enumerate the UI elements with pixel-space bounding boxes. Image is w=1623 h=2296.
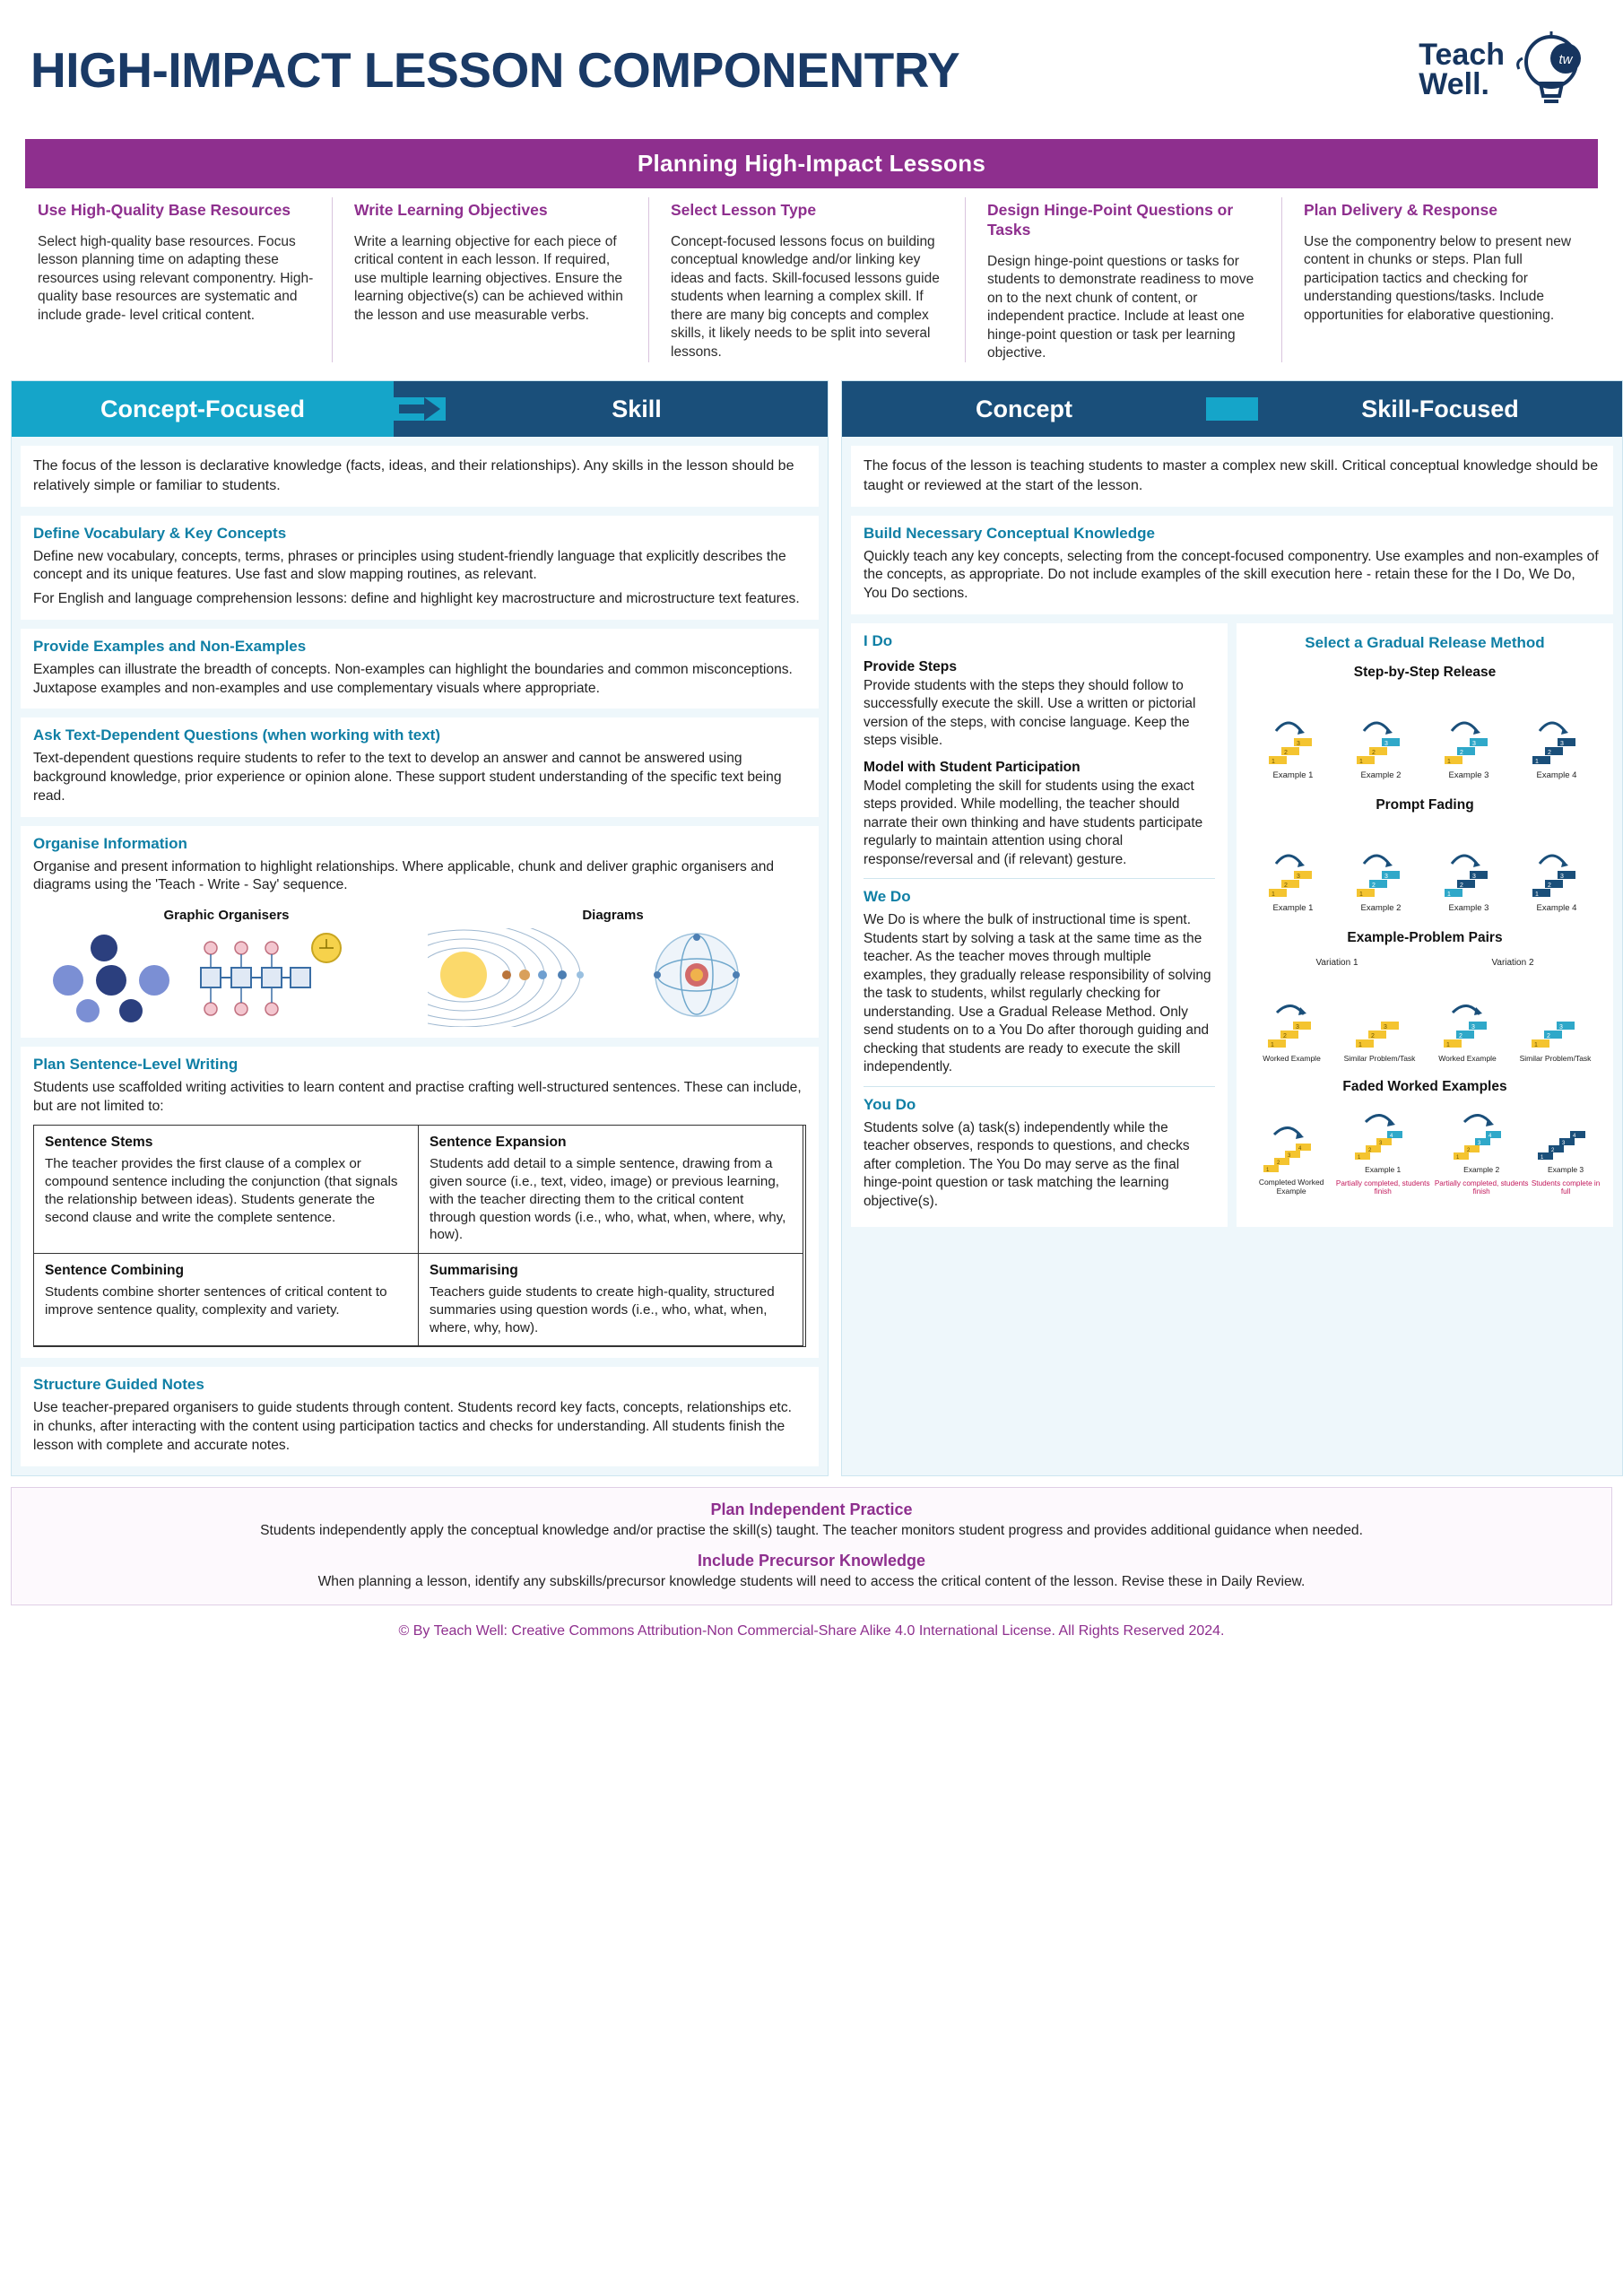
method-step-by-step-release	[1249, 665, 1601, 781]
writing-activity-title: Sentence Stems	[45, 1135, 153, 1151]
gradual-release-stages	[851, 623, 1228, 1227]
planning-card-body: Write a learning objective for each piece of critical content in each lesson. If required, use multiple learning objectives. Ensure the learning objective(s) can be achieved within the lesson and use measurable verbs.	[354, 233, 623, 323]
stairs-row	[1249, 688, 1601, 781]
planning-card	[1291, 197, 1598, 362]
svg-text:2: 2	[1368, 1147, 1372, 1153]
planning-card	[975, 197, 1282, 362]
svg-text:2: 2	[1372, 749, 1376, 756]
svg-text:3: 3	[1384, 740, 1388, 747]
stair-group	[1333, 1099, 1432, 1196]
stair-label: Example 3	[1448, 770, 1489, 780]
graphic-organisers-diagram-icon	[41, 928, 400, 1027]
arrow-right-icon	[394, 397, 446, 421]
svg-text:4: 4	[1390, 1133, 1393, 1139]
stair-label: Example 1	[1272, 770, 1314, 780]
stair-group	[1523, 704, 1590, 781]
section-paragraph: Students use scaffolded writing activities to learn content and practise crafting well-structured sentences. These can include, but are not limited to:	[33, 1080, 802, 1114]
section-structure-guided-notes	[21, 1367, 819, 1465]
stairs-row	[1249, 1102, 1601, 1196]
svg-text:3: 3	[1471, 1023, 1475, 1031]
i-do-title: I Do	[864, 631, 893, 649]
plan-independent-practice-body: Students independently apply the conceptual knowledge and/or practise the skill(s) taught. The teacher monitors student progress and provides additional guidance when needed.	[260, 1522, 1363, 1538]
section-title: Build Necessary Conceptual Knowledge	[864, 524, 1155, 542]
svg-text:1: 1	[1535, 758, 1539, 765]
section-paragraph: Text-dependent questions require students to refer to the text to develop an answer and cannot be answered using background knowledge, prior experience or opinion alone. These support student understanding of the specific text being read.	[33, 751, 782, 804]
svg-text:3: 3	[1384, 873, 1388, 880]
stair-label: Example 4	[1536, 902, 1577, 913]
stairs-icon	[1523, 704, 1590, 767]
skill-body-split	[851, 623, 1613, 1227]
section-sentence-level-writing	[21, 1047, 819, 1358]
stairs-icon	[1435, 987, 1501, 1050]
stair-label: Completed Worked Example	[1258, 1177, 1324, 1196]
method-title: Step-by-Step Release	[1353, 664, 1497, 680]
section-paragraph: For English and language comprehension lessons: define and highlight key macrostructure and microstructure text features.	[33, 591, 800, 607]
svg-text:2: 2	[1372, 882, 1376, 889]
svg-text:1: 1	[1271, 758, 1275, 765]
stair-group	[1259, 987, 1325, 1064]
stair-sublabel: Students complete in full	[1531, 1178, 1601, 1196]
svg-text:2: 2	[1277, 1160, 1280, 1166]
svg-text:3: 3	[1379, 1140, 1383, 1146]
section-title: Structure Guided Notes	[33, 1376, 204, 1394]
skill-focused-header	[842, 381, 1622, 437]
svg-text:3: 3	[1560, 740, 1564, 747]
svg-text:tw: tw	[1558, 51, 1573, 67]
stair-group	[1523, 837, 1590, 914]
svg-text:1: 1	[1359, 891, 1363, 898]
stair-group	[1249, 1111, 1333, 1196]
stair-group	[1348, 837, 1414, 914]
organiser-figures	[33, 908, 806, 1027]
svg-text:2: 2	[1467, 1147, 1471, 1153]
divider	[864, 1086, 1215, 1087]
section-organise-information	[21, 826, 819, 1038]
skill-label: Skill	[446, 381, 828, 437]
svg-text:2: 2	[1282, 1032, 1287, 1039]
svg-text:3: 3	[1562, 1140, 1566, 1146]
svg-text:3: 3	[1288, 1152, 1291, 1159]
variation-label: Variation 1	[1315, 957, 1358, 968]
stair-label: Similar Problem/Task	[1519, 1053, 1592, 1063]
section-paragraph: Use teacher-prepared organisers to guide students through content. Students record key facts, concepts, relationships etc. in chunks, after interacting with the content using participation tactics and checks for understanding. All students finish the lesson with complete and accurate notes.	[33, 1400, 793, 1453]
svg-text:3: 3	[1478, 1140, 1481, 1146]
stairs-icon	[1523, 837, 1590, 900]
section-paragraph: Quickly teach any key concepts, selecting from the concept-focused componentry. Use examples and non-examples of the concepts, as appropriate. Do not include examples of the skill execution here - retain these for the I Do, We Do, You Do sections.	[864, 548, 1599, 602]
variation-label: Variation 2	[1491, 957, 1534, 968]
stairs-icon	[1523, 987, 1589, 1050]
method-faded-worked-examples	[1249, 1079, 1601, 1196]
you-do-body: Students solve (a) task(s) independently while the teacher observes, responds to questions, and checks after completion. The You Do may serve as the final hinge-point question or task matching the learning objective(s).	[864, 1119, 1190, 1209]
stair-label: Example 3	[1547, 1164, 1584, 1174]
svg-text:1: 1	[1535, 891, 1539, 898]
concept-intro: The focus of the lesson is declarative knowledge (facts, ideas, and their relationships). Any skills in the lesson should be relatively simple or familiar to students.	[21, 446, 819, 506]
we-do-body: We Do is where the bulk of instructional time is spent. Students start by solving a task at the same time as the teacher. As the teacher moves through multiple examples, they gradually release responsibility of solving the task to students, whilst regularly checking for understanding. Use a Gradual Release Method. Only send students on to a You Do after thorough guiding and checking that students are ready to execute the skill independently.	[864, 912, 1211, 1075]
we-do-title: We Do	[864, 888, 911, 906]
model-participation-body: Model completing the skill for students using the exact steps provided. While modelling, the teacher should narrate their own thinking and have students participate regularly to maintain attention using choral response/reversal and (if relevant) gesture.	[864, 778, 1203, 867]
planning-card	[658, 197, 966, 362]
svg-text:3: 3	[1297, 873, 1300, 880]
writing-activity-cell	[33, 1253, 419, 1346]
stair-group	[1435, 987, 1501, 1064]
stair-group	[1260, 704, 1326, 781]
divider	[864, 878, 1215, 879]
section-text-dependent-questions	[21, 718, 819, 816]
svg-text:1: 1	[1359, 758, 1363, 765]
page-title: HIGH-IMPACT LESSON COMPONENTRY	[30, 41, 960, 98]
include-precursor-knowledge-title: Include Precursor Knowledge	[697, 1551, 926, 1570]
svg-text:2: 2	[1548, 749, 1551, 756]
svg-text:4: 4	[1488, 1133, 1492, 1139]
stairs-row	[1249, 821, 1601, 914]
model-participation-title: Model with Student Participation	[864, 759, 1081, 775]
diagrams-figure	[428, 908, 799, 1027]
planning-card-title: Select Lesson Type	[671, 201, 817, 219]
svg-text:2: 2	[1551, 1147, 1555, 1153]
svg-text:3: 3	[1558, 1023, 1563, 1031]
planning-card-title: Use High-Quality Base Resources	[38, 201, 291, 219]
provide-steps-title: Provide Steps	[864, 658, 957, 674]
i-do-block	[864, 632, 1215, 869]
writing-activity-title: Sentence Combining	[45, 1263, 185, 1279]
planning-card	[342, 197, 649, 362]
stairs-icon	[1436, 837, 1502, 900]
stair-label: Similar Problem/Task	[1343, 1053, 1416, 1063]
stair-group	[1432, 1099, 1531, 1196]
skill-intro: The focus of the lesson is teaching students to master a complex new skill. Critical conceptual knowledge should be taught or reviewed at the start of the lesson.	[851, 446, 1613, 506]
graphic-organisers-label: Graphic Organisers	[163, 908, 290, 923]
section-paragraph: Examples can illustrate the breadth of concepts. Non-examples can highlight the boundaries and common misconceptions. Juxtapose examples and non-examples and use complementary visuals where appropriate.	[33, 661, 793, 696]
stair-label: Worked Example	[1263, 1053, 1321, 1063]
stairs-icon	[1532, 1099, 1599, 1161]
svg-text:1: 1	[1270, 1041, 1274, 1048]
section-define-vocabulary	[21, 516, 819, 620]
svg-text:1: 1	[1358, 1154, 1361, 1161]
page-header	[0, 0, 1623, 139]
writing-activity-cell	[33, 1125, 419, 1254]
section-title: Organise Information	[33, 834, 187, 852]
stair-group	[1531, 1099, 1601, 1196]
stair-label: Example 2	[1463, 1164, 1500, 1174]
svg-text:3: 3	[1472, 873, 1476, 880]
stairs-icon	[1260, 704, 1326, 767]
stair-sublabel: Partially completed, students finish	[1434, 1178, 1529, 1196]
stair-group	[1520, 987, 1592, 1064]
include-precursor-knowledge-body: When planning a lesson, identify any subskills/precursor knowledge students will need to access the critical content of the lesson. Revise these in Daily Review.	[317, 1573, 1306, 1589]
stair-label: Example 2	[1360, 902, 1402, 913]
stair-label: Worked Example	[1438, 1053, 1497, 1063]
stair-group	[1436, 704, 1502, 781]
planning-card-title: Plan Delivery & Response	[1304, 201, 1497, 219]
svg-text:2: 2	[1548, 882, 1551, 889]
concept-focused-header	[12, 381, 828, 437]
graphic-organisers-figure	[41, 908, 412, 1027]
section-examples-nonexamples	[21, 629, 819, 709]
svg-text:2: 2	[1546, 1032, 1550, 1039]
stairs-icon	[1259, 987, 1325, 1050]
writing-activity-title: Summarising	[430, 1263, 518, 1279]
arrow-right-icon	[1206, 397, 1258, 421]
footer-copyright: © By Teach Well: Creative Commons Attribution-Non Commercial-Share Alike 4.0 International License. All Rights Reserved 2024.	[398, 1622, 1225, 1639]
stairs-icon	[1448, 1099, 1515, 1161]
writing-activity-cell	[418, 1253, 803, 1346]
svg-text:1: 1	[1358, 1041, 1362, 1048]
skill-focused-column	[841, 380, 1623, 1475]
planning-card-title: Write Learning Objectives	[354, 201, 548, 219]
section-title: Ask Text-Dependent Questions (when working with text)	[33, 726, 441, 744]
lightbulb-icon	[1510, 31, 1593, 109]
section-title: Provide Examples and Non-Examples	[33, 637, 307, 655]
concept-focused-column	[11, 380, 829, 1475]
diagrams-illustration-icon	[428, 928, 786, 1027]
provide-steps-body: Provide students with the steps they should follow to successfully execute the skill. Use a written or pictorial version of the steps, with concise language. Keep the steps visible.	[864, 677, 1196, 749]
stair-group	[1260, 837, 1326, 914]
planning-card	[25, 197, 333, 362]
writing-activity-cell	[418, 1125, 803, 1254]
stairs-icon	[1348, 704, 1414, 767]
stair-label: Example 4	[1536, 770, 1577, 780]
svg-text:1: 1	[1533, 1041, 1538, 1048]
you-do-title: You Do	[864, 1095, 916, 1113]
section-title: Plan Sentence-Level Writing	[33, 1056, 239, 1073]
svg-text:3: 3	[1472, 740, 1476, 747]
skill-focused-title: Skill-Focused	[1258, 381, 1622, 437]
stair-label: Example 1	[1365, 1164, 1402, 1174]
planning-card-body: Select high-quality base resources. Focus lesson planning time on adapting these resources using relevant componentry. High-quality base resources are systematic and include grade- level critical content.	[38, 233, 314, 323]
stair-sublabel: Partially completed, students finish	[1335, 1178, 1430, 1196]
section-paragraph: Organise and present information to highlight relationships. Where applicable, chunk and deliver graphic organisers and diagrams using the 'Teach - Write - Say' sequence.	[33, 858, 775, 893]
stairs-icon	[1260, 837, 1326, 900]
stairs-icon	[1436, 704, 1502, 767]
svg-text:2: 2	[1370, 1032, 1375, 1039]
two-column-body	[11, 380, 1612, 1475]
gradual-release-methods	[1237, 623, 1613, 1227]
stair-label: Example 1	[1272, 902, 1314, 913]
stairs-icon	[1347, 987, 1413, 1050]
svg-text:1: 1	[1447, 758, 1451, 765]
stairs-icon	[1258, 1111, 1324, 1174]
svg-text:2: 2	[1284, 749, 1288, 756]
section-paragraph: Define new vocabulary, concepts, terms, phrases or principles using student-friendly language that explicitly describes the concept and its unique features. Use fast and slow mapping routines, as relevant.	[33, 548, 786, 583]
you-do-block	[864, 1096, 1215, 1211]
svg-text:1: 1	[1541, 1154, 1544, 1161]
concept-label: Concept	[842, 381, 1206, 437]
svg-text:3: 3	[1383, 1023, 1387, 1031]
stair-group	[1348, 704, 1414, 781]
svg-text:4: 4	[1573, 1133, 1576, 1139]
diagrams-label: Diagrams	[582, 908, 644, 923]
svg-text:4: 4	[1298, 1145, 1302, 1152]
method-example-problem-pairs	[1249, 930, 1601, 1064]
section-title: Define Vocabulary & Key Concepts	[33, 524, 287, 542]
svg-text:1: 1	[1445, 1041, 1450, 1048]
planning-card-body: Concept-focused lessons focus on building conceptual knowledge and/or linking key ideas and facts. Skill-focused lessons guide students when learning a complex skill. If there are many big concepts and complex skills, it likely needs to be split into several lessons.	[671, 233, 940, 360]
svg-text:3: 3	[1560, 873, 1564, 880]
stair-group	[1436, 837, 1502, 914]
we-do-block	[864, 888, 1215, 1076]
concept-focused-title: Concept-Focused	[12, 381, 394, 437]
method-title: Prompt Fading	[1376, 796, 1474, 813]
gradual-release-title: Select a Gradual Release Method	[1305, 633, 1545, 651]
method-title: Faded Worked Examples	[1342, 1079, 1507, 1095]
svg-text:1: 1	[1456, 1154, 1460, 1161]
svg-text:2: 2	[1458, 1032, 1462, 1039]
writing-activity-body: Students add detail to a simple sentence, drawing from a given source (i.e., text, video, image) or previous learning, with the teacher directing them to the critical content through question words (i.e., who, what, when, where, why, how).	[430, 1156, 786, 1243]
svg-text:1: 1	[1271, 891, 1275, 898]
planning-card-body: Design hinge-point questions or tasks for students to demonstrate readiness to move on to the next chunk of content, or independent practice. Include at least one hinge-point question or task per learning objective.	[987, 253, 1254, 361]
svg-text:3: 3	[1295, 1023, 1299, 1031]
logo-line-2: Well.	[1419, 66, 1489, 101]
planning-card-body: Use the componentry below to present new content in chunks or steps. Plan full participation tactics and checking for understanding questions/tasks. Include opportunities for elaborative questioning.	[1304, 233, 1572, 323]
svg-text:2: 2	[1460, 749, 1463, 756]
svg-text:2: 2	[1284, 882, 1288, 889]
section-build-conceptual-knowledge	[851, 516, 1613, 614]
writing-activity-body: Students combine shorter sentences of critical content to improve sentence quality, complexity and variety.	[45, 1284, 387, 1318]
stair-label: Example 2	[1360, 770, 1402, 780]
brand-logo	[1419, 31, 1593, 109]
svg-text:1: 1	[1266, 1167, 1270, 1173]
plan-independent-practice-title: Plan Independent Practice	[710, 1500, 913, 1518]
svg-text:3: 3	[1297, 740, 1300, 747]
writing-activity-title: Sentence Expansion	[430, 1135, 567, 1151]
planning-cards-row	[25, 188, 1598, 375]
stairs-icon	[1348, 837, 1414, 900]
method-title: Example-Problem Pairs	[1347, 929, 1503, 945]
stair-label: Example 3	[1448, 902, 1489, 913]
planning-banner: Planning High-Impact Lessons	[25, 139, 1598, 188]
svg-text:1: 1	[1447, 891, 1451, 898]
planning-card-title: Design Hinge-Point Questions or Tasks	[987, 201, 1234, 239]
logo-line-1: Teach	[1419, 38, 1505, 73]
svg-text:2: 2	[1460, 882, 1463, 889]
stair-group	[1344, 987, 1416, 1064]
stairs-icon	[1350, 1099, 1416, 1161]
writing-activity-body: The teacher provides the first clause of a complex or compound sentence including the conjunction (that signals the relationship between ideas). Students generate the second clause and write the complete sentence.	[45, 1156, 398, 1225]
writing-activity-body: Teachers guide students to create high-quality, structured summaries using question words (i.e., who, what, when, where, why, how).	[430, 1284, 775, 1335]
writing-activities-table	[33, 1125, 806, 1347]
bottom-panel	[11, 1487, 1612, 1605]
stairs-row	[1249, 970, 1601, 1063]
method-prompt-fading	[1249, 797, 1601, 914]
